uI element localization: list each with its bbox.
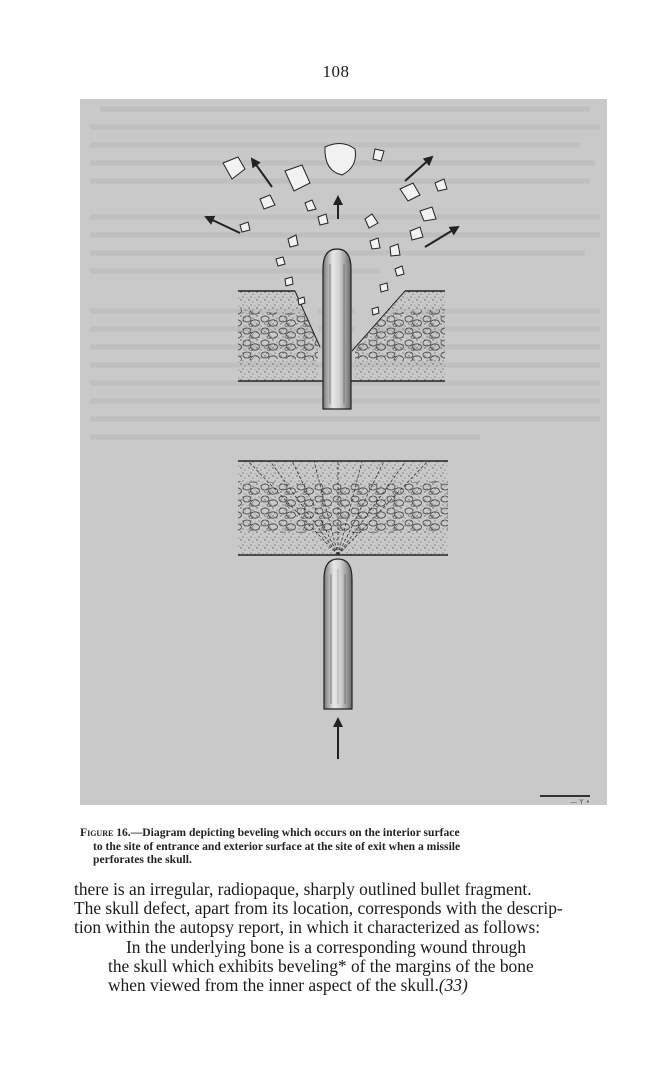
beveling-diagram bbox=[80, 99, 607, 805]
caption-line-1: Diagram depicting beveling which occurs on the interior surface bbox=[142, 826, 460, 839]
body-line: there is an irregular, radiopaque, sharply outlined bullet fragment. bbox=[74, 879, 532, 899]
page-number: 108 bbox=[322, 62, 350, 81]
autopsy-quote bbox=[108, 938, 608, 995]
scale-mark: — Y • bbox=[570, 798, 590, 805]
caption-line-3: perforates the skull. bbox=[93, 853, 192, 866]
quote-line-1: In the underlying bone is a corresponding wound through bbox=[126, 937, 526, 957]
figure-label: Figure 16. bbox=[80, 826, 131, 839]
bullet-exiting bbox=[323, 249, 351, 409]
figure-plate bbox=[80, 99, 607, 805]
entrance-wound-panel bbox=[238, 461, 448, 759]
figure-caption: Figure 16.—Diagram depicting beveling which occurs on the interior surface to the site of entrance and exterior surface at the site of exit when a missile perforates the skull. bbox=[80, 826, 610, 867]
citation-ref: (33) bbox=[438, 975, 468, 995]
body-line: tion within the autopsy report, in which it characterized as follows: bbox=[74, 917, 541, 937]
caption-line-2: to the site of entrance and exterior surface at the site of exit when a missile bbox=[93, 839, 461, 853]
quote-line-3: when viewed from the inner aspect of the skull. bbox=[108, 975, 439, 995]
body-line: The skull defect, apart from its location, corresponds with the descrip- bbox=[74, 898, 563, 918]
quote-line-2: the skull which exhibits beveling* of the margins of the bone bbox=[108, 956, 534, 976]
bullet-entering bbox=[324, 559, 352, 709]
body-paragraph bbox=[74, 880, 614, 937]
